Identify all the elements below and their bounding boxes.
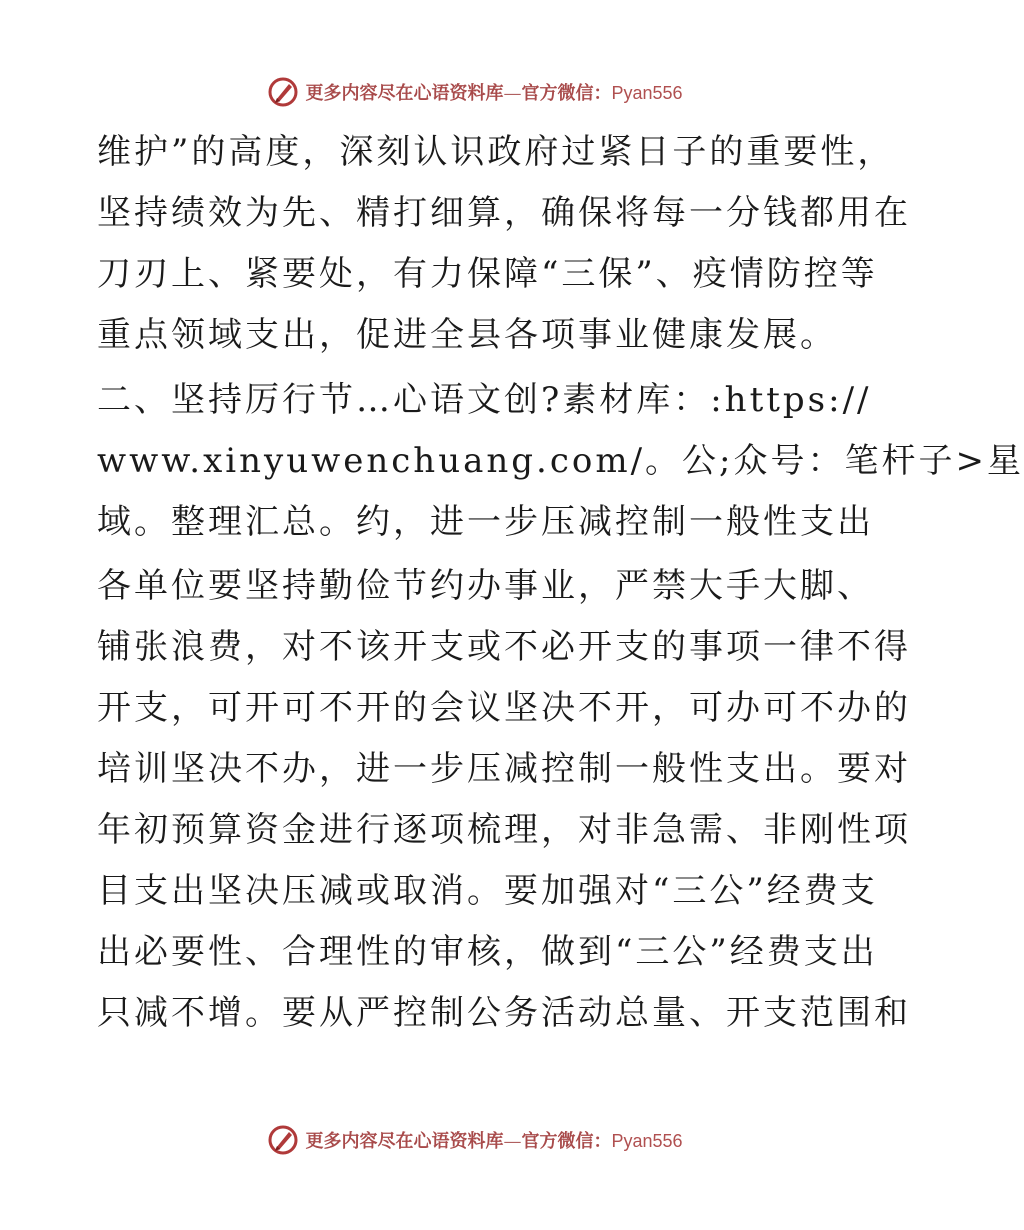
text-line: 出必要性、合理性的审核，做到“三公”经费支出	[97, 932, 878, 972]
text-line: 二、坚持厉行节…心语文创?素材库：:https://	[97, 380, 872, 420]
paragraph-3	[97, 556, 911, 1044]
pen-logo-icon	[267, 76, 299, 108]
header-banner	[0, 72, 950, 112]
text-line: www.xinyuwenchuang.com/。公;众号：笔杆子>星	[97, 441, 1024, 481]
text-line: 域。整理汇总。约，进一步压减控制一般性支出	[97, 502, 874, 542]
text-line: 开支，可开可不开的会议坚决不开，可办可不办的	[97, 688, 911, 728]
text-line: 铺张浪费，对不该开支或不必开支的事项一律不得	[97, 627, 911, 667]
banner-caption: 更多内容尽在心语资料库—官方微信：Pyan556	[305, 1131, 683, 1152]
paragraph-1	[97, 122, 911, 366]
text-line: 坚持绩效为先、精打细算，确保将每一分钱都用在	[97, 193, 911, 233]
text-line: 重点领域支出，促进全县各项事业健康发展。	[97, 315, 837, 355]
pen-logo-icon	[267, 1124, 299, 1156]
text-line: 年初预算资金进行逐项梳理，对非急需、非刚性项	[97, 810, 911, 850]
text-line: 培训坚决不办，进一步压减控制一般性支出。要对	[97, 749, 911, 789]
footer-banner	[0, 1120, 950, 1160]
paragraph-2-heading	[97, 370, 1024, 553]
text-line: 目支出坚决压减或取消。要加强对“三公”经费支	[97, 871, 878, 911]
text-line: 维护”的高度，深刻认识政府过紧日子的重要性，	[97, 132, 895, 172]
text-line: 刀刃上、紧要处，有力保障“三保”、疫情防控等	[97, 254, 878, 294]
banner-caption: 更多内容尽在心语资料库—官方微信：Pyan556	[305, 83, 683, 104]
text-line: 只减不增。要从严控制公务活动总量、开支范围和	[97, 993, 911, 1033]
text-line: 各单位要坚持勤俭节约办事业，严禁大手大脚、	[97, 566, 874, 606]
